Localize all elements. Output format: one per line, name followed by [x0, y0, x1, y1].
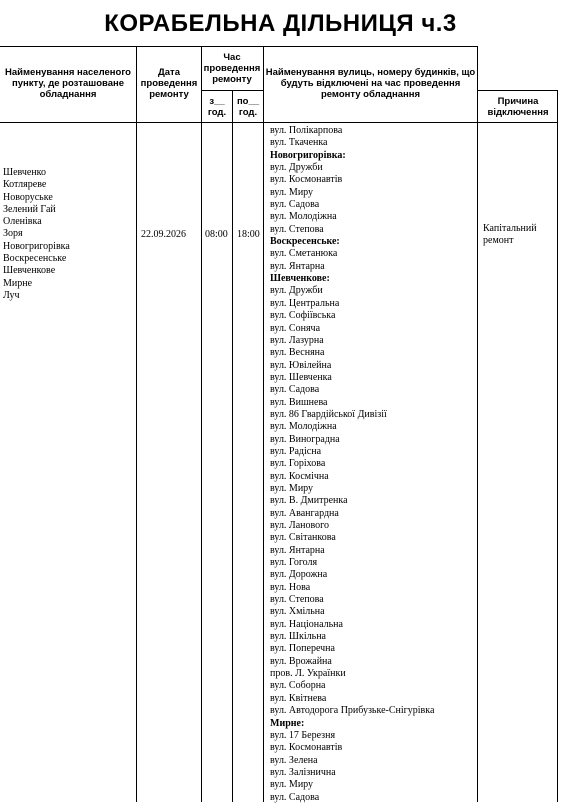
street-item: вул. Лазурна	[270, 334, 324, 346]
street-item: вул. Нова	[270, 581, 311, 593]
street-item: вул. Космонавтів	[270, 174, 343, 186]
street-item: пров. Л. Українки	[270, 668, 346, 680]
street-item: вул. Космічна	[270, 470, 329, 482]
header-time: Час проведення ремонту	[203, 52, 261, 85]
header-time-to: по__ год.	[236, 96, 260, 118]
street-item: вул. Сметанюка	[270, 248, 338, 260]
street-item: вул. В. Дмитренка	[270, 495, 348, 507]
reason-line: Капітальний	[483, 223, 537, 234]
street-item: вул. Ланового	[270, 520, 330, 531]
header-bottom-border	[0, 122, 558, 123]
street-item: вул. Миру	[270, 186, 314, 198]
street-item: вул. Ткаченка	[270, 137, 328, 149]
col-divider-3	[232, 90, 233, 802]
street-item: вул. Миру	[270, 779, 314, 791]
street-group-heading: Мирне:	[270, 717, 305, 729]
settlement-item: Шевченкове	[3, 265, 56, 277]
header-reason: Причина відключення	[487, 96, 549, 118]
street-item: вул. 86 Гвардійської Дивізії	[270, 408, 387, 420]
time-to-value: 18:00	[237, 229, 260, 240]
reason-value	[483, 223, 537, 248]
header-date: Дата проведення ремонту	[140, 67, 198, 100]
settlement-item: Воскресенське	[3, 253, 67, 265]
street-item: вул. Янтарна	[270, 544, 325, 556]
street-item: вул. Молодіжна	[270, 211, 337, 223]
col-divider-2	[201, 46, 202, 802]
settlement-item: Оленівка	[3, 216, 42, 228]
street-item: вул. Янтарна	[270, 260, 325, 272]
street-item: вул. Молодіжна	[270, 421, 337, 433]
settlement-item: Шевченко	[3, 167, 47, 178]
street-item: вул. Світанкова	[270, 532, 336, 544]
street-item: вул. Зелена	[270, 754, 318, 766]
street-item: вул. Садова	[270, 384, 320, 396]
street-item: вул. Миру	[270, 482, 314, 494]
street-group-heading: Новогригорівка:	[270, 149, 346, 161]
settlement-item: Зелений Гай	[3, 203, 56, 215]
street-item: вул. Соборна	[270, 680, 326, 692]
col-divider-1	[136, 46, 137, 802]
settlement-item: Луч	[3, 289, 20, 301]
streets-list	[270, 125, 480, 804]
street-item: вул. Залізнична	[270, 766, 336, 778]
street-item: вул. Ювілейна	[270, 359, 332, 371]
street-item: вул. Космонавтів	[270, 742, 343, 754]
street-item: вул. Полікарпова	[270, 125, 343, 136]
settlement-item: Зоря	[3, 228, 23, 240]
col-divider-4	[263, 46, 264, 802]
settlement-item: Новогригорівка	[3, 240, 70, 252]
street-group-heading: Воскресенське:	[270, 236, 340, 248]
street-item: вул. Дружби	[270, 162, 323, 174]
street-item: вул. Центральна	[270, 297, 340, 309]
street-item: вул. Степова	[270, 594, 324, 606]
street-item: вул. Степова	[270, 223, 324, 235]
street-item: вул. Весняна	[270, 347, 325, 359]
street-item: вул. Національна	[270, 618, 343, 630]
street-item: вул. Поперечна	[270, 643, 335, 655]
street-item: вул. Садова	[270, 199, 320, 211]
street-item: вул. Врожайна	[270, 655, 332, 667]
street-item: вул. Вишнева	[270, 396, 328, 408]
header-time-from: з__ год.	[207, 96, 227, 118]
street-item: вул. Горіхова	[270, 458, 326, 470]
street-item: вул. Шкільна	[270, 631, 326, 643]
street-group-heading: Шевченкове:	[270, 273, 330, 285]
street-item: вул. Радісна	[270, 445, 322, 457]
street-item: вул. Гоголя	[270, 557, 318, 569]
street-item: вул. Соняча	[270, 322, 321, 334]
street-item: вул. Хмільна	[270, 606, 325, 618]
time-from-value: 08:00	[205, 229, 228, 240]
street-item: вул. Квітнева	[270, 692, 327, 704]
table-right-border	[557, 90, 558, 802]
street-item: вул. Дорожна	[270, 569, 328, 581]
repair-date: 22.09.2026	[141, 229, 186, 240]
street-item: вул. Софіївська	[270, 310, 336, 322]
settlement-item: Мирне	[3, 277, 33, 289]
page-title: КОРАБЕЛЬНА ДІЛЬНИЦЯ ч.3	[104, 10, 457, 37]
street-item: вул. Шевченка	[270, 371, 332, 383]
header-streets: Найменування вулиць, номеру будинків, що будуть відключені на час проведення ремонту обладнання	[265, 67, 476, 100]
header-settlement: Найменування населеного пункту, де розташоване обладнання	[5, 67, 131, 100]
street-item: вул. Авангардна	[270, 507, 339, 519]
settlements-list	[3, 167, 70, 302]
street-item: вул. Автодорога Прибузьке-Снігурівка	[270, 705, 435, 717]
street-item: вул. 17 Березня	[270, 729, 336, 741]
reason-header-top-border	[477, 90, 558, 91]
reason-line: ремонт	[483, 235, 514, 247]
settlement-item: Новоруське	[3, 191, 53, 203]
street-item: вул. Садова	[270, 791, 320, 803]
street-item: вул. Виноградна	[270, 433, 340, 445]
table-top-border	[0, 46, 477, 47]
street-item: вул. Дружби	[270, 285, 323, 297]
settlement-item: Котляреве	[3, 179, 47, 191]
